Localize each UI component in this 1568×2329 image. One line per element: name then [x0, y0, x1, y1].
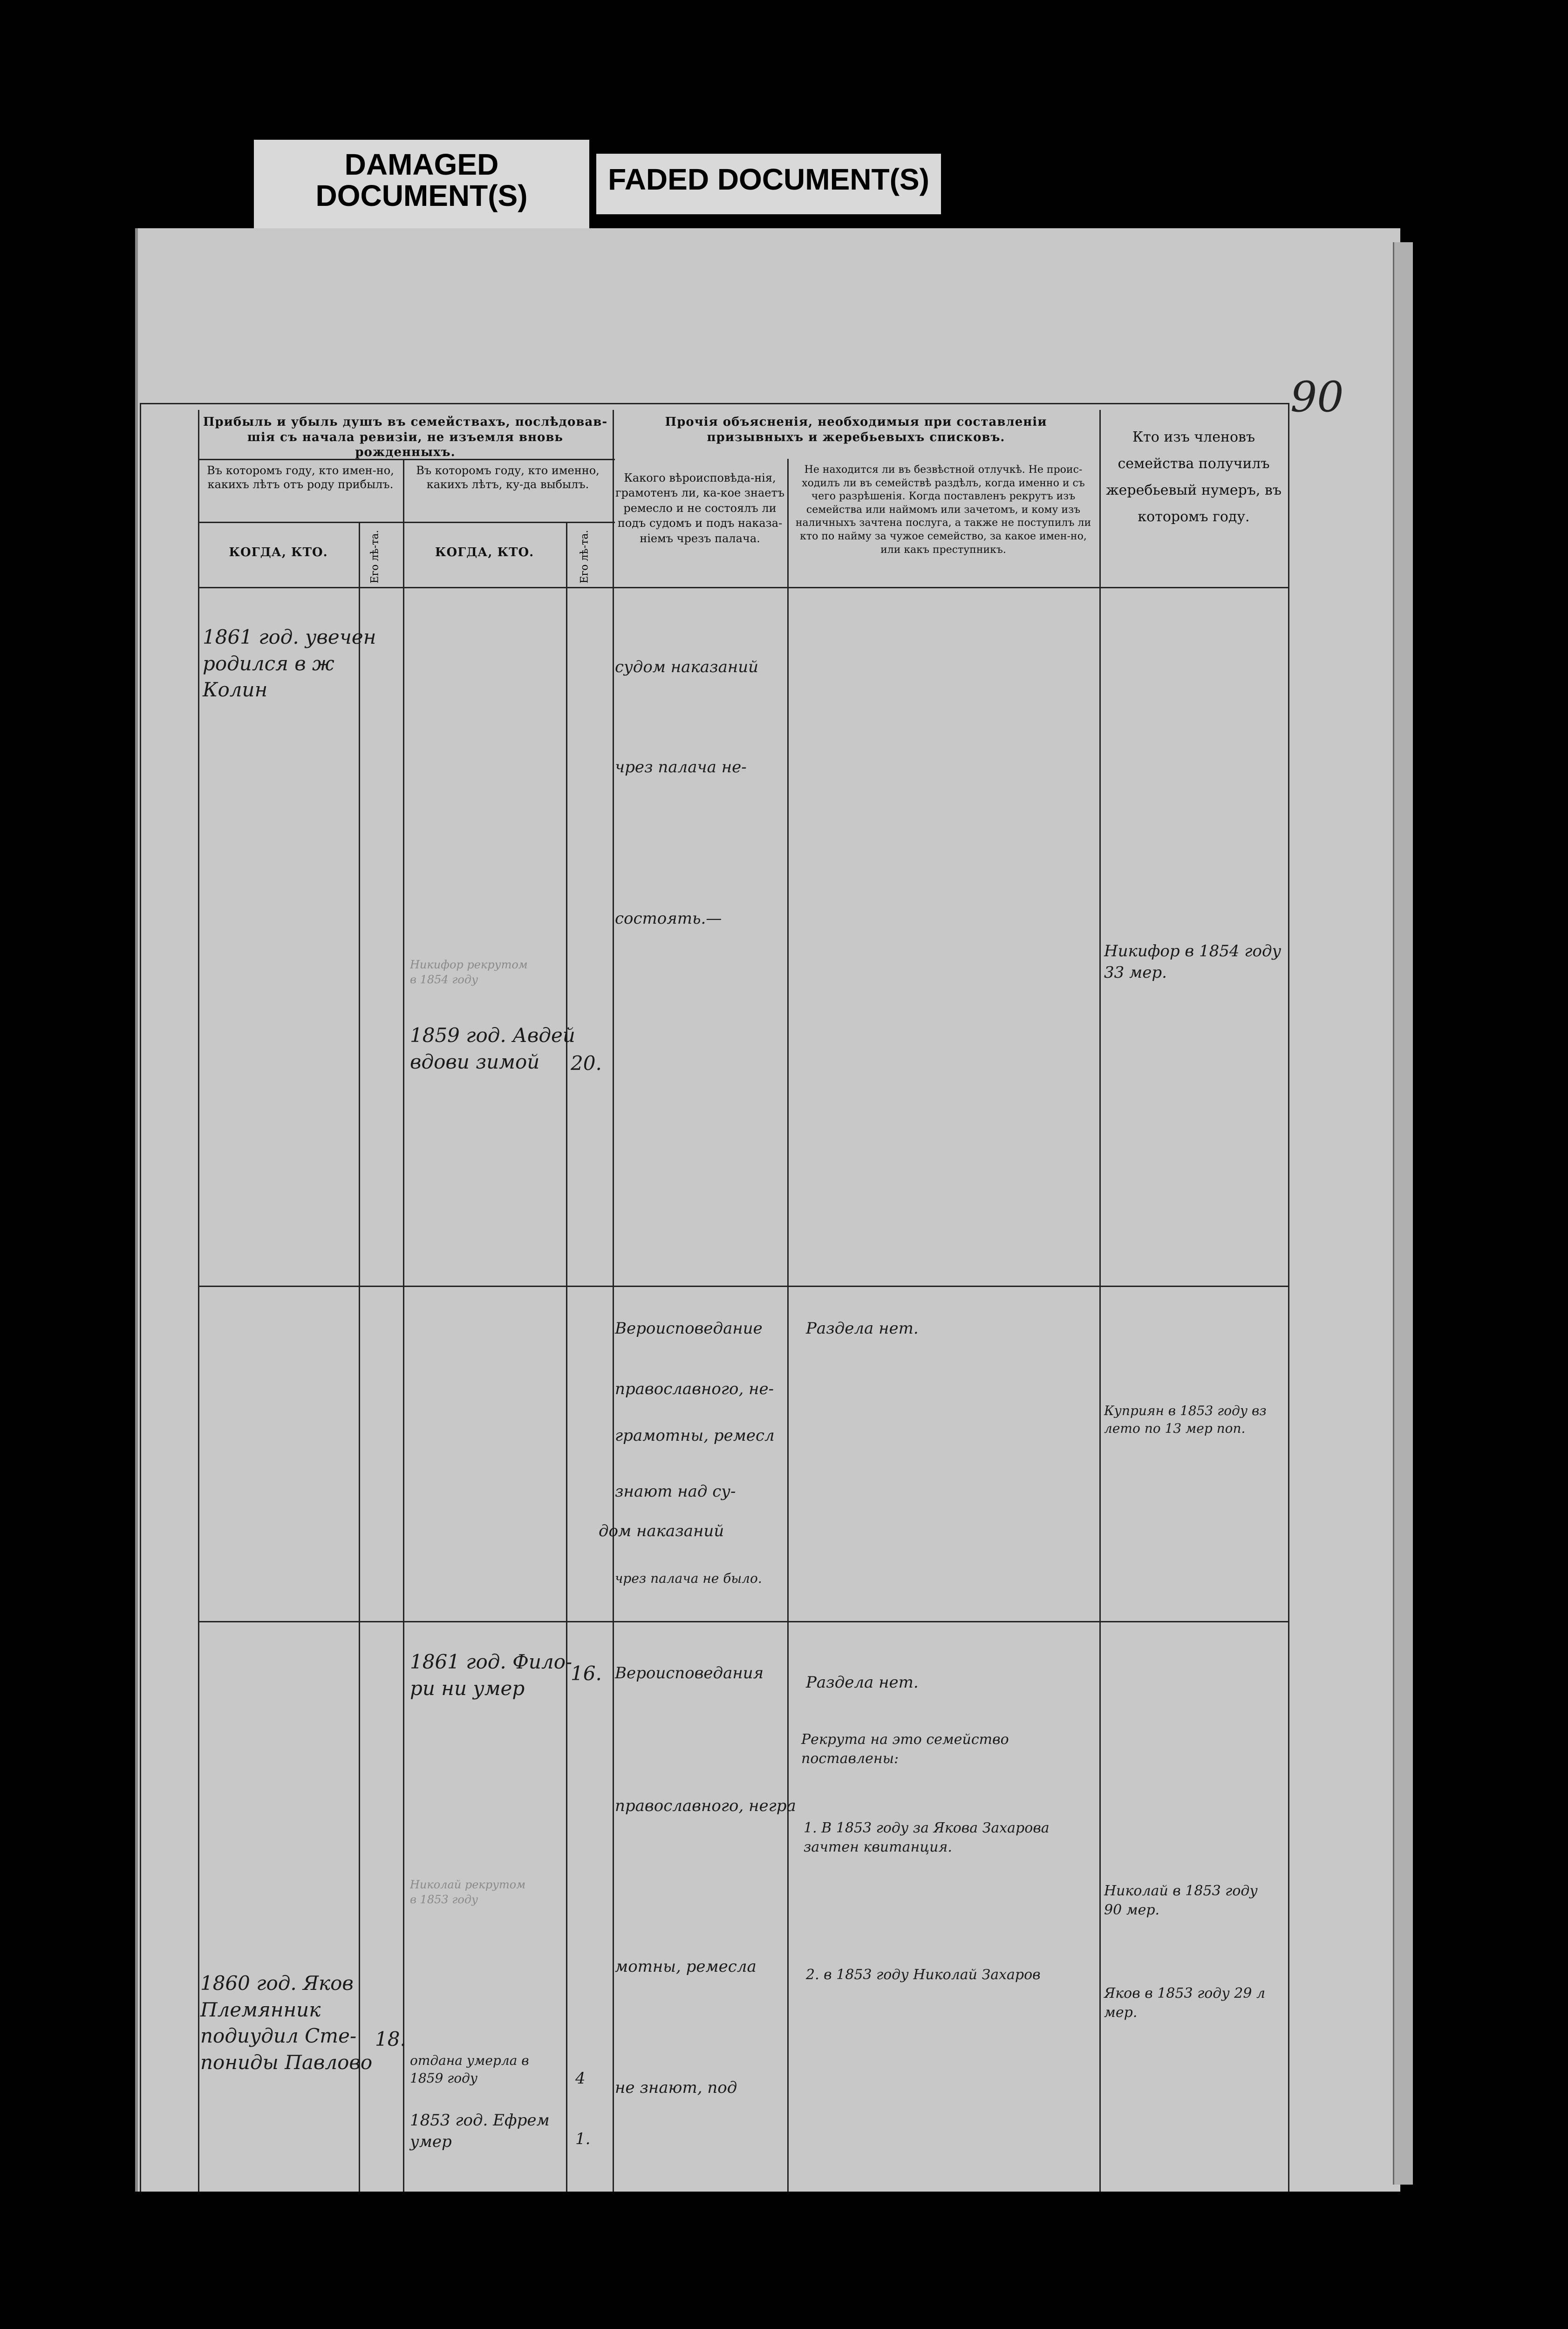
religion-entry-1a: судом наказаний [615, 658, 759, 676]
departure-age-3: 4 [575, 2069, 586, 2088]
arrival-entry-1: 1861 год. увечен родился в ж Колин [203, 626, 376, 701]
religion-entry-3d: не знают, под [615, 2078, 737, 2097]
religion-entry-2b: православного, не- [615, 1380, 774, 1398]
page-number: 90 [1290, 373, 1344, 422]
absence-entry-2: Разделa нет. [806, 1319, 919, 1338]
arrival-entry-2: 1860 год. Яков Племянник подиудил Сте- пониды Павлово [200, 1972, 373, 2074]
departure-age-4: 1. [575, 2130, 591, 2148]
absence-entry-3d: 2. в 1853 году Николай Захаров [806, 1967, 1041, 1983]
departure-age-2: 16. [571, 1662, 602, 1685]
faint-note-2: Николай рекрутом в 1853 году [410, 1878, 526, 1907]
religion-entry-2f: чрез палача не было. [615, 1571, 762, 1586]
faded-document-label: FADED DOCUMENT(S) [596, 154, 941, 214]
religion-entry-2d: знают над су- [615, 1482, 736, 1501]
religion-entry-2a: Вероисповедание [615, 1319, 763, 1338]
header-other-explanations: Прочія объясненія, необходимыя при составленіи призывныхъ и жеребьевыхъ списковъ. [665, 415, 1047, 444]
header-lot-number: Кто изъ членовъ семейства получилъ жеребьевый нумеръ, въ которомъ году. [1106, 429, 1282, 525]
religion-entry-1b: чрез палача не- [615, 758, 747, 776]
header-age-departed: Его лѣ-та. [579, 530, 591, 584]
header-age-arrived: Его лѣ-та. [369, 530, 381, 584]
departure-entry-1: 1859 год. Авдей вдови зимой [410, 1024, 575, 1073]
absence-entry-3b: Рекрута на это семейство поставлены: [801, 1731, 1009, 1767]
header-gain-loss: Прибыль и убыль душъ въ семействахъ, послѣдовав-шія съ начала ревизіи, не изъемля вновь рожденныхъ. [203, 415, 608, 459]
lot-entry-4: Яков в 1853 году 29 л мер. [1104, 1985, 1266, 2021]
religion-entry-1c: состоять.— [615, 909, 722, 928]
damaged-document-label: DAMAGED DOCUMENT(S) [254, 140, 589, 231]
lot-entry-3: Николай в 1853 году 90 мер. [1104, 1883, 1258, 1918]
religion-entry-2c: грамотны, ремесл [615, 1426, 775, 1445]
absence-entry-3a: Раздела нет. [806, 1673, 919, 1692]
faint-note-1: Никифор рекрутом в 1854 году [410, 958, 528, 987]
departure-entry-4: 1853 год. Ефрем умер [410, 2111, 550, 2151]
page-edge [1393, 242, 1413, 2185]
header-arrived: Въ которомъ году, кто имен-но, какихъ лѣтъ отъ роду прибылъ. [207, 464, 394, 491]
departure-age-1: 20. [571, 1052, 602, 1075]
arrival-age-2: 18. [375, 2028, 406, 2050]
religion-entry-3b: православного, негра [615, 1797, 796, 1815]
lot-entry-2: Куприян в 1853 году вз лето по 13 мер поп. [1104, 1403, 1267, 1436]
header-religion: Какого вѣроисповѣда-нія, грамотенъ ли, ка-кое знаетъ ремесло и не состоялъ ли подъ судомъ и подъ наказа-ніемъ чрезъ палача. [615, 471, 785, 545]
absence-entry-3c: 1. В 1853 году за Якова Захарова зачтен квитанция. [804, 1820, 1050, 1855]
religion-entry-2e: дом наказаний [599, 1522, 724, 1540]
header-when-who-arrived: КОГДА, КТО. [229, 545, 328, 559]
lot-entry-1: Никифор в 1854 году 33 мер. [1104, 942, 1282, 982]
header-when-who-departed: КОГДА, КТО. [435, 545, 534, 559]
header-absence: Не находится ли въ безвѣстной отлучкѣ. Не проис-ходилъ ли въ семействѣ раздѣлъ, когда именно и съ чего разрѣшенія. Когда поставленъ рекрутъ изъ семейства или наймомъ или зачетомъ, и кому изъ наличныхъ зачтена послуга, а также не поступилъ ли кто по найму за чужое семейство, за какое имен-но, или какъ преступникъ. [795, 464, 1091, 556]
religion-entry-3a: Вероисповедания [615, 1664, 764, 1682]
departure-entry-2: 1861 год. Фило- ри ни умер [410, 1650, 573, 1700]
header-departed: Въ которомъ году, кто именно, какихъ лѣтъ, ку-да выбылъ. [416, 464, 600, 491]
departure-entry-3: отдана умерла в 1859 году [410, 2053, 529, 2086]
religion-entry-3c: мотны, ремесла [615, 1957, 757, 1976]
